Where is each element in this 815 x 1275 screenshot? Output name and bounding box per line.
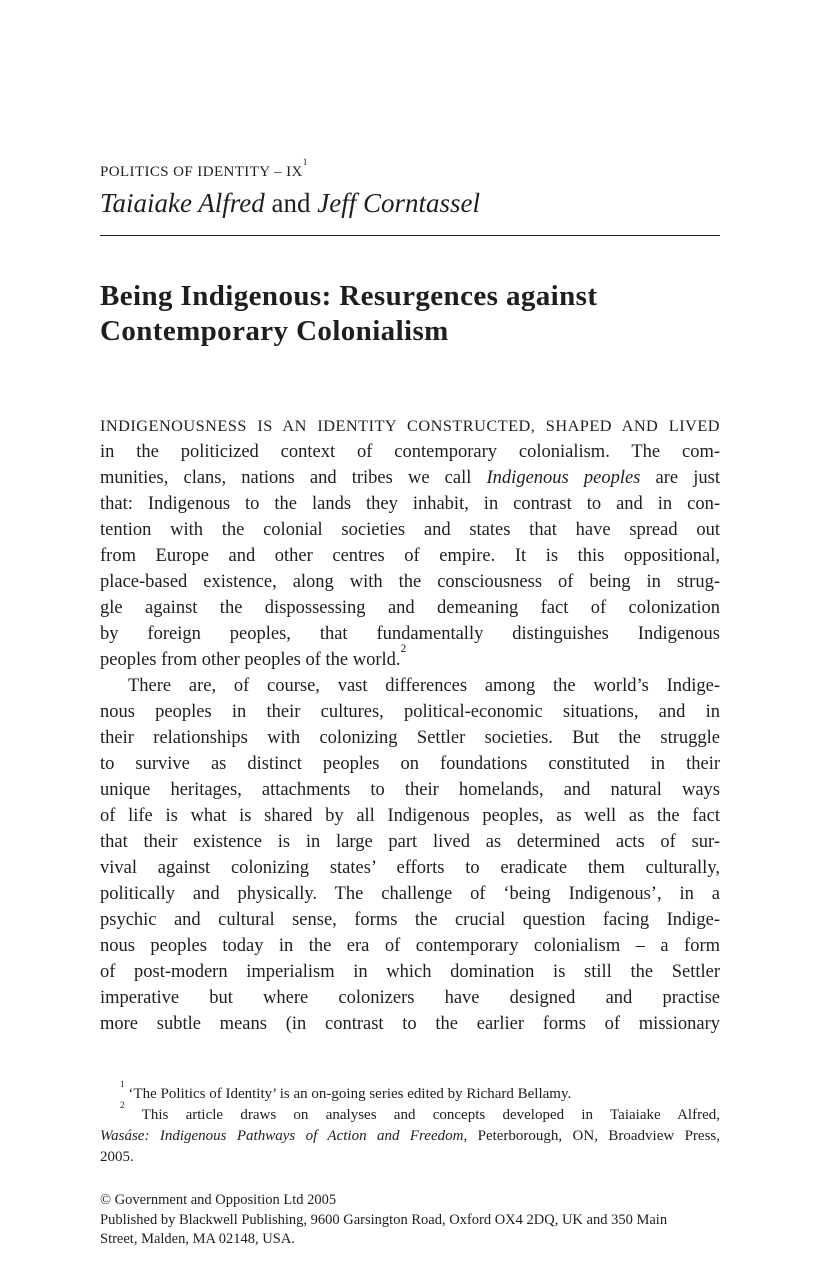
text-segment: INDIGENOUSNESS IS AN IDENTITY CONSTRUCTED, SHAPED AND LIVED [100,416,720,435]
body-line [100,413,720,439]
text-segment: in the politicized context of contemporary colonialism. The com- [100,442,720,462]
text-segment: ‘The Politics of Identity’ is an on-going series edited by Richard Bellamy. [124,1086,572,1102]
body-line [100,829,720,855]
body-line [100,881,720,907]
text-segment: , Peterborough, ON, Broadview Press, [463,1128,721,1144]
title-line-2: Contemporary Colonialism [100,315,449,347]
footnote-ref: 2 [120,1100,125,1111]
publisher-line-2: Street, Malden, MA 02148, USA. [100,1231,295,1247]
article-body [100,413,720,1037]
text-segment: by foreign peoples, that fundamentally distinguishes Indigenous [100,624,720,644]
text-segment: politically and physically. The challenge of ‘being Indigenous’, in a [100,884,720,904]
text-segment: of life is what is shared by all Indigenous peoples, as well as the fact [100,806,720,826]
footnote-line [100,1126,720,1147]
body-line [100,569,720,595]
text-segment: peoples from other peoples of the world. [100,650,401,670]
body-line [100,543,720,569]
body-line [100,595,720,621]
series-label: POLITICS OF IDENTITY – IX [100,164,303,180]
body-line [100,699,720,725]
body-line [100,985,720,1011]
footnotes [100,1079,721,1168]
text-segment: This article draws on analyses and concepts developed in Taiaiake Alfred, [124,1107,720,1123]
text-segment: from Europe and other centres of empire. It is this oppositional, [100,546,720,566]
publisher-line-1: Published by Blackwell Publishing, 9600 Garsington Road, Oxford OX4 2DQ, UK and 350 Main [100,1211,668,1228]
footnote-ref: 1 [120,1079,125,1090]
copyright-line: © Government and Opposition Ltd 2005 [100,1192,337,1208]
text-segment: imperative but where colonizers have designed and practise [100,988,720,1008]
imprint [100,1191,720,1250]
body-line [100,959,720,985]
author-conjunction: and [264,188,318,218]
body-line [100,855,720,881]
text-segment: There are, of course, vast differences among the world’s Indige- [128,676,720,696]
text-segment: vival against colonizing states’ efforts to eradicate them culturally, [100,858,720,878]
text-segment: nous peoples today in the era of contemporary colonialism – a form [100,936,720,956]
text-segment: Wasáse: Indigenous Pathways of Action and Freedom [100,1128,464,1144]
text-segment: nous peoples in their cultures, political-economic situations, and in [100,702,720,722]
body-line [100,465,720,491]
text-segment: unique heritages, attachments to their homelands, and natural ways [100,780,720,800]
text-segment: more subtle means (in contrast to the earlier forms of missionary [100,1014,720,1034]
text-segment: munities, clans, nations and tribes we call [100,468,487,488]
body-line [100,777,720,803]
body-line [100,1011,720,1037]
text-segment: that: Indigenous to the lands they inhabit, in contrast to and in con- [100,494,720,514]
text-segment: place-based existence, along with the consciousness of being in strug- [100,572,720,592]
series-footnote-ref: 1 [302,157,308,168]
article-title [100,279,720,349]
text-segment: are just [640,468,720,488]
footnote-line [100,1147,720,1168]
text-segment: Indigenous peoples [486,468,641,488]
title-line-1: Being Indigenous: Resurgences against [100,280,598,312]
body-line [100,491,720,517]
text-segment: their relationships with colonizing Settler societies. But the struggle [100,728,720,748]
body-line [100,517,720,543]
body-line [100,673,720,699]
footnote-ref: 2 [400,642,407,655]
text-segment: to survive as distinct peoples on foundations constituted in their [100,754,720,774]
text-segment: of post-modern imperialism in which domination is still the Settler [100,962,720,982]
body-line [100,621,720,647]
author-2: Jeff Corntassel [317,188,480,218]
series-header [100,157,720,181]
text-segment: tention with the colonial societies and states that have spread out [100,520,720,540]
body-line [100,725,720,751]
text-segment: that their existence is in large part lived as determined acts of sur- [100,832,720,852]
body-line [100,933,720,959]
footnote-line [100,1079,720,1105]
body-line [100,642,720,673]
author-1: Taiaiake Alfred [100,188,265,218]
footnote-line [100,1100,720,1126]
text-segment: gle against the dispossessing and demeaning fact of colonization [100,598,720,618]
body-line [100,751,720,777]
text-segment: psychic and cultural sense, forms the crucial question facing Indige- [100,910,720,930]
body-line [100,803,720,829]
body-line [100,907,720,933]
text-segment: 2005. [100,1149,134,1165]
header-rule [100,235,720,236]
author-line [100,186,720,220]
body-line [100,439,720,465]
